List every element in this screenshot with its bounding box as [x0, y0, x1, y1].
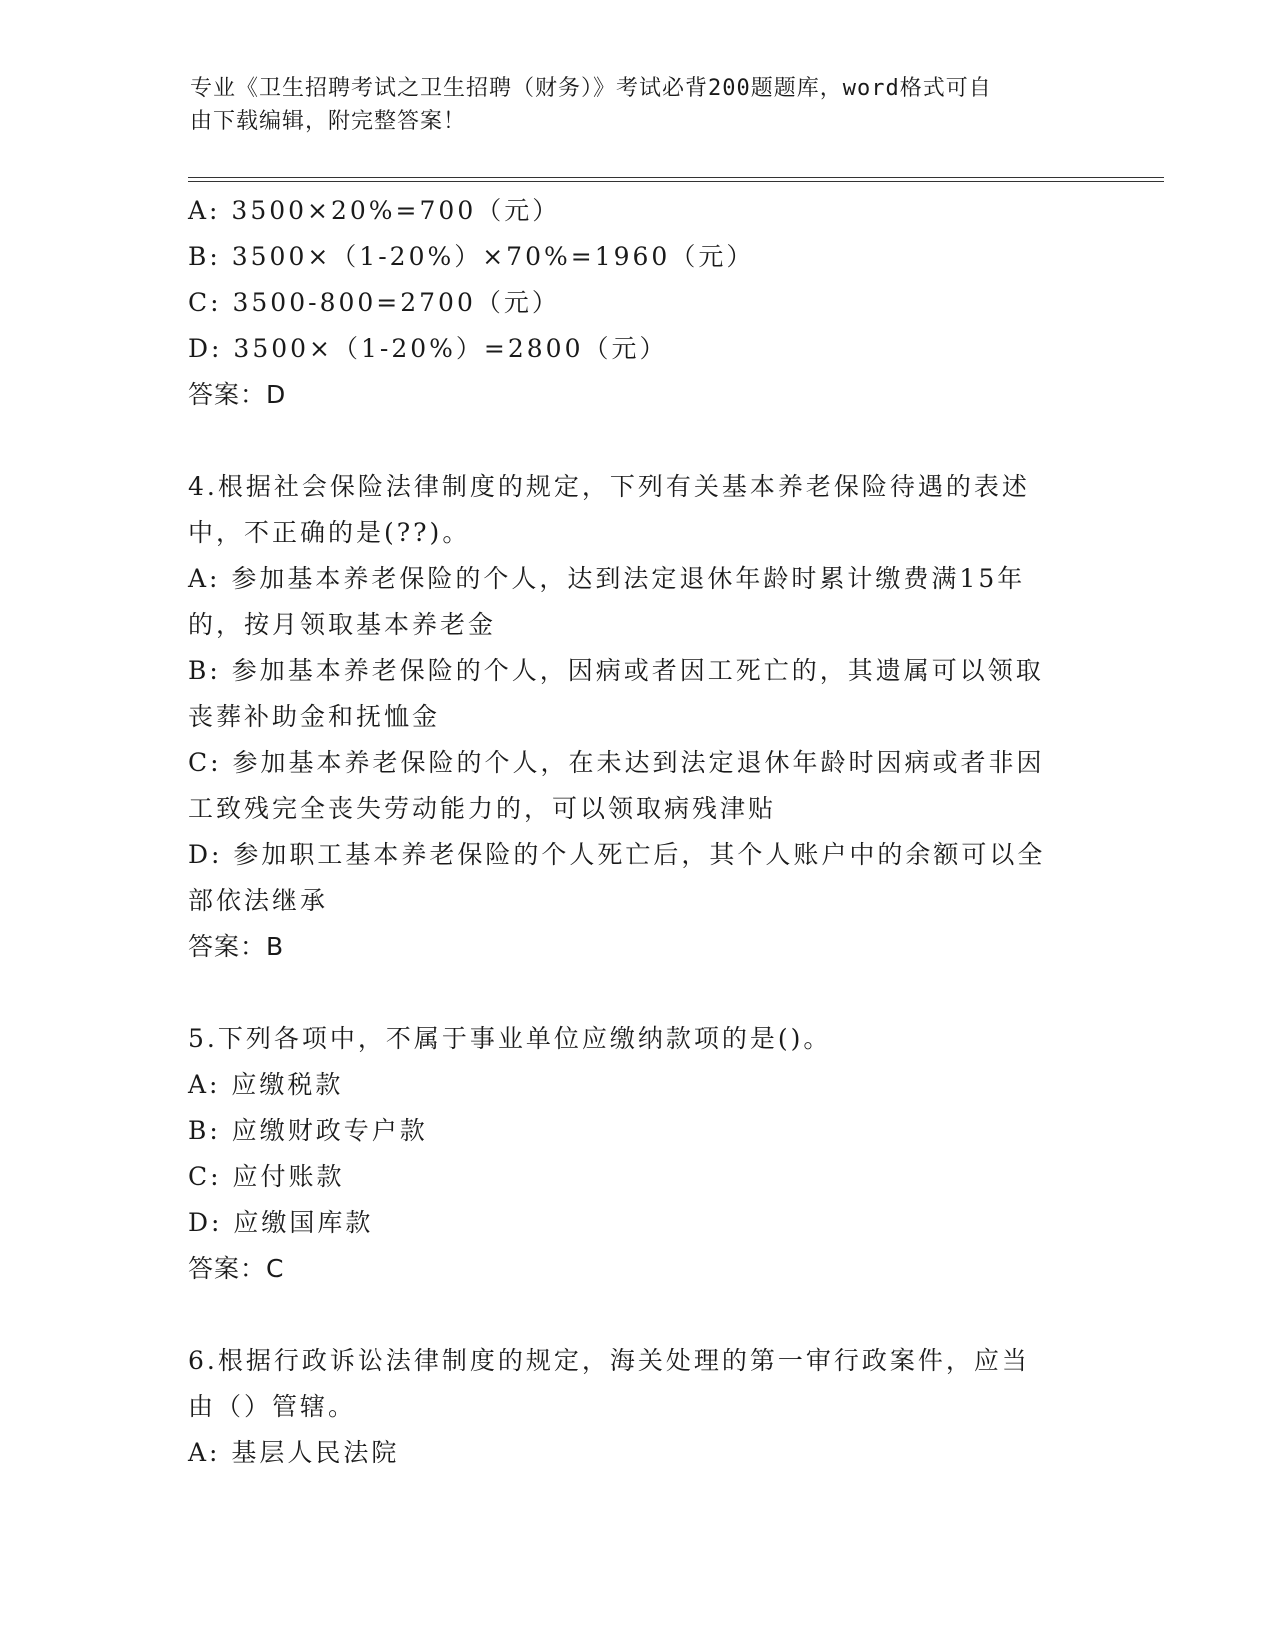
q4-option-d-line-1: D: 参加职工基本养老保险的个人死亡后，其个人账户中的余额可以全: [188, 840, 1046, 869]
q5-option-a: A: 应缴税款: [188, 1070, 344, 1099]
question-list: [188, 188, 1088, 1476]
q5-stem: 5.下列各项中，不属于事业单位应缴纳款项的是()。: [188, 1024, 832, 1053]
q4-answer: 答案：B: [188, 932, 285, 961]
q6-stem-line-1: 6.根据行政诉讼法律制度的规定，海关处理的第一审行政案件，应当: [188, 1346, 1030, 1375]
question-6: [188, 1338, 1088, 1476]
q5-option-d: D: 应缴国库款: [188, 1208, 374, 1237]
q3-option-a: A: 3500×20%=700（元）: [188, 196, 561, 225]
document-header: [190, 72, 1090, 138]
header-divider: [188, 177, 1164, 182]
q4-option-a-line-2: 的，按月领取基本养老金: [188, 610, 497, 639]
q3-option-b: B: 3500×（1-20%）×70%=1960（元）: [188, 242, 755, 271]
question-3: [188, 188, 1088, 418]
q5-answer: 答案：C: [188, 1254, 285, 1283]
q5-option-b: B: 应缴财政专户款: [188, 1116, 428, 1145]
q4-option-b-line-2: 丧葬补助金和抚恤金: [188, 702, 441, 731]
q6-option-a: A: 基层人民法院: [188, 1438, 400, 1467]
q4-stem-line-2: 中，不正确的是(??)。: [188, 518, 471, 547]
header-line-1: 专业《卫生招聘考试之卫生招聘（财务）》考试必背200题题库，word格式可自: [190, 76, 992, 101]
q4-option-c-line-2: 工致残完全丧失劳动能力的，可以领取病残津贴: [188, 794, 777, 823]
q6-stem-line-2: 由（）管辖。: [188, 1392, 357, 1421]
q3-option-d: D: 3500×（1-20%）=2800（元）: [188, 334, 668, 363]
header-line-2: 由下载编辑，附完整答案！: [190, 109, 467, 134]
q5-option-c: C: 应付账款: [188, 1162, 345, 1191]
q4-option-b-line-1: B: 参加基本养老保险的个人，因病或者因工死亡的，其遗属可以领取: [188, 656, 1044, 685]
q4-option-a-line-1: A: 参加基本养老保险的个人，达到法定退休年龄时累计缴费满15年: [188, 564, 1026, 593]
question-5: [188, 1016, 1088, 1292]
q4-option-d-line-2: 部依法继承: [188, 886, 329, 915]
q4-stem-line-1: 4.根据社会保险法律制度的规定，下列有关基本养老保险待遇的表述: [188, 472, 1030, 501]
q3-answer: 答案：D: [188, 380, 287, 409]
q3-option-c: C: 3500-800=2700（元）: [188, 288, 560, 317]
question-4: [188, 464, 1088, 970]
q4-option-c-line-1: C: 参加基本养老保险的个人，在未达到法定退休年龄时因病或者非因: [188, 748, 1045, 777]
